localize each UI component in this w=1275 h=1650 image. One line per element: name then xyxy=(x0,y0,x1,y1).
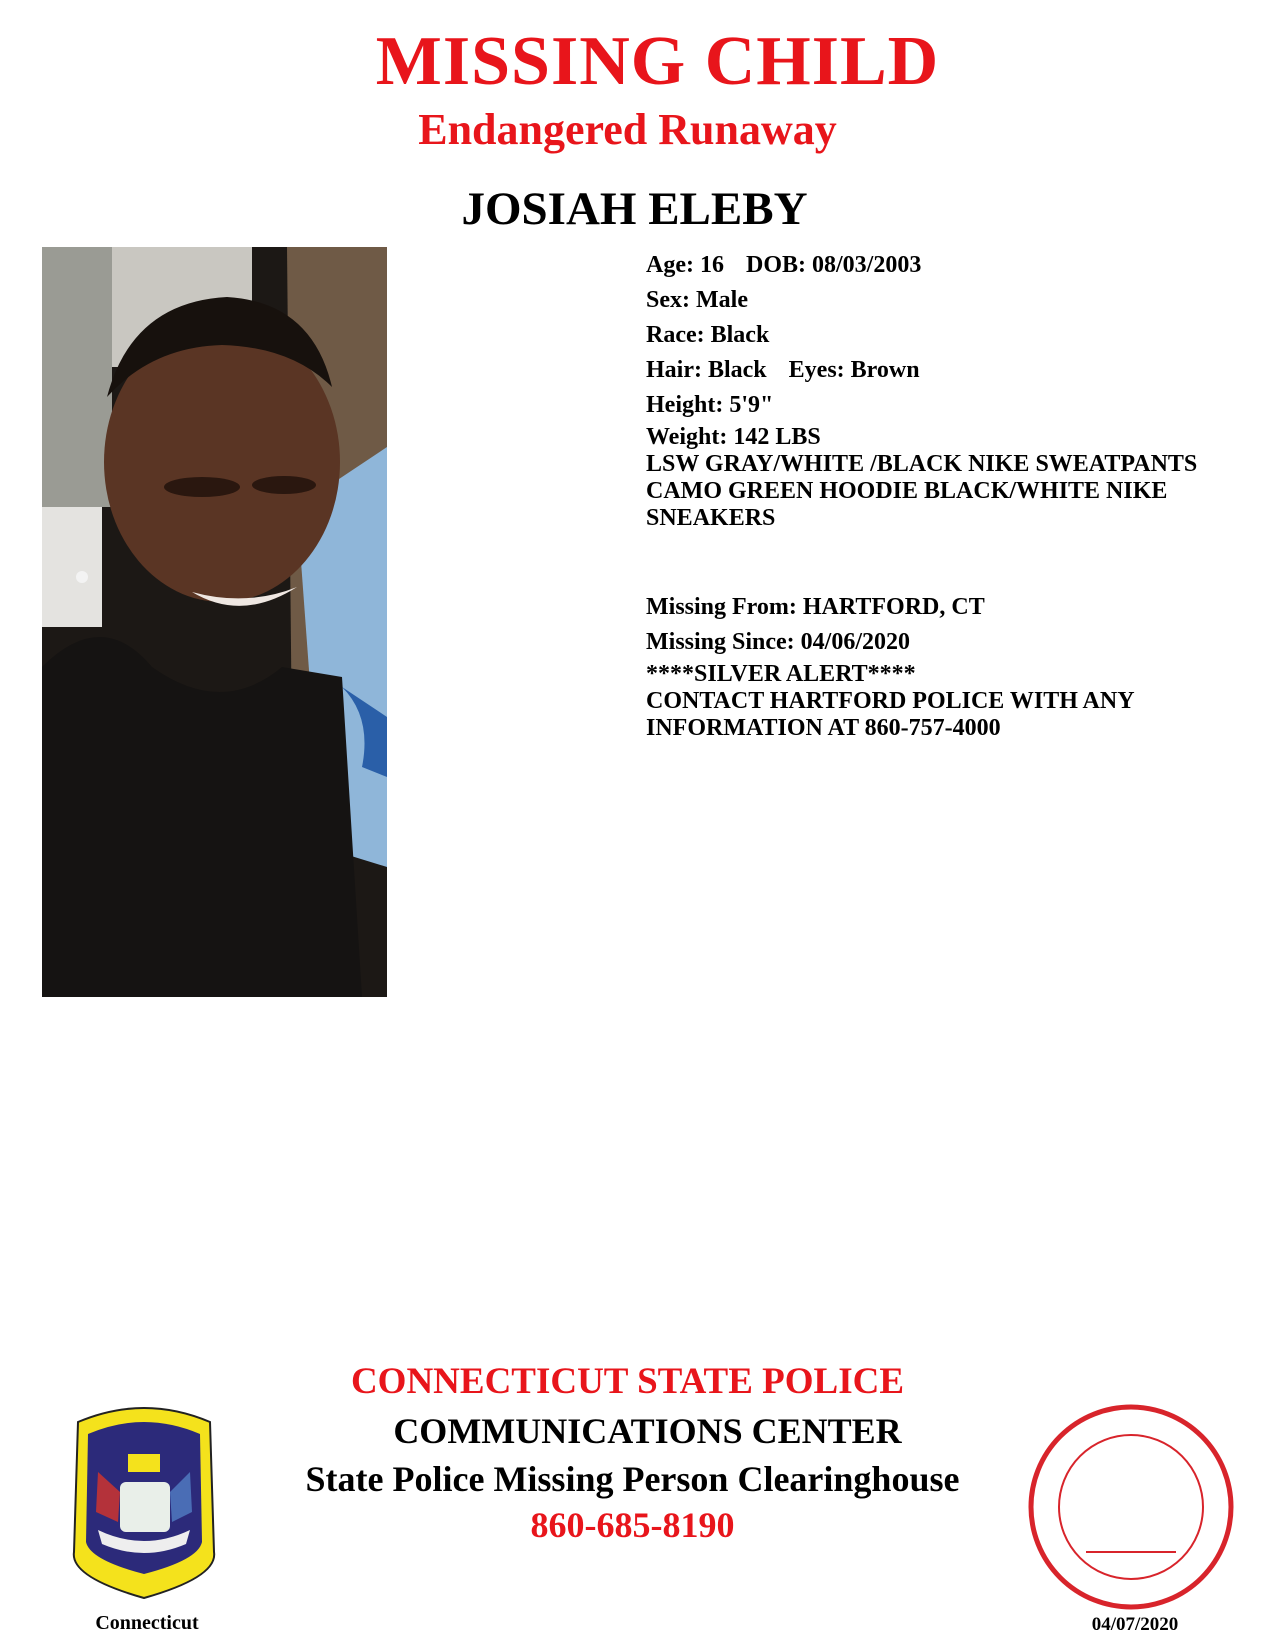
footer-organization: CONNECTICUT STATE POLICE xyxy=(350,1361,905,1402)
footer-center-name: COMMUNICATIONS CENTER xyxy=(393,1411,902,1451)
state-police-badge-logo xyxy=(58,1402,230,1602)
badge-caption: Connecticut xyxy=(95,1612,199,1634)
missing-since-field: Missing Since: 04/06/2020 xyxy=(646,629,911,655)
contact-block xyxy=(646,661,1256,742)
dob-field: DOB: 08/03/2003 xyxy=(745,252,922,278)
weight-field: Weight: 142 LBS xyxy=(646,424,821,450)
alert-text: ****SILVER ALERT**** xyxy=(646,661,916,687)
portrait-illustration xyxy=(42,247,387,997)
poster-subtitle: Endangered Runaway xyxy=(418,105,837,154)
missing-person-name: JOSIAH ELEBY xyxy=(461,183,808,235)
poster-title: MISSING CHILD xyxy=(375,23,940,100)
age-field: Age: 16 xyxy=(646,252,724,278)
missing-person-photo xyxy=(42,247,387,997)
clothing-line: CAMO GREEN HOODIE BLACK/WHITE NIKE xyxy=(646,478,1168,504)
hair-eyes-row xyxy=(646,353,1256,388)
sex-field: Sex: Male xyxy=(646,287,748,313)
footer-phone: 860-685-8190 xyxy=(530,1505,735,1545)
contact-line: INFORMATION AT 860-757-4000 xyxy=(646,715,1001,741)
hair-field: Hair: Black xyxy=(646,357,767,383)
clothing-line: LSW GRAY/WHITE /BLACK NIKE SWEATPANTS xyxy=(646,451,1198,477)
person-details xyxy=(646,248,1256,742)
locater-ncmec-logo xyxy=(1026,1402,1236,1612)
flyer-date: 04/07/2020 xyxy=(1091,1614,1179,1635)
height-field: Height: 5'9" xyxy=(646,392,774,418)
race-field: Race: Black xyxy=(646,322,770,348)
clothing-line: SNEAKERS xyxy=(646,505,776,531)
age-dob-row xyxy=(646,248,1256,283)
eyes-field: Eyes: Brown xyxy=(788,357,920,383)
weight-clothing-block xyxy=(646,424,1256,532)
contact-line: CONTACT HARTFORD POLICE WITH ANY xyxy=(646,688,1135,714)
missing-from-field: Missing From: HARTFORD, CT xyxy=(646,594,985,620)
footer-clearinghouse: State Police Missing Person Clearinghouse xyxy=(305,1459,960,1499)
